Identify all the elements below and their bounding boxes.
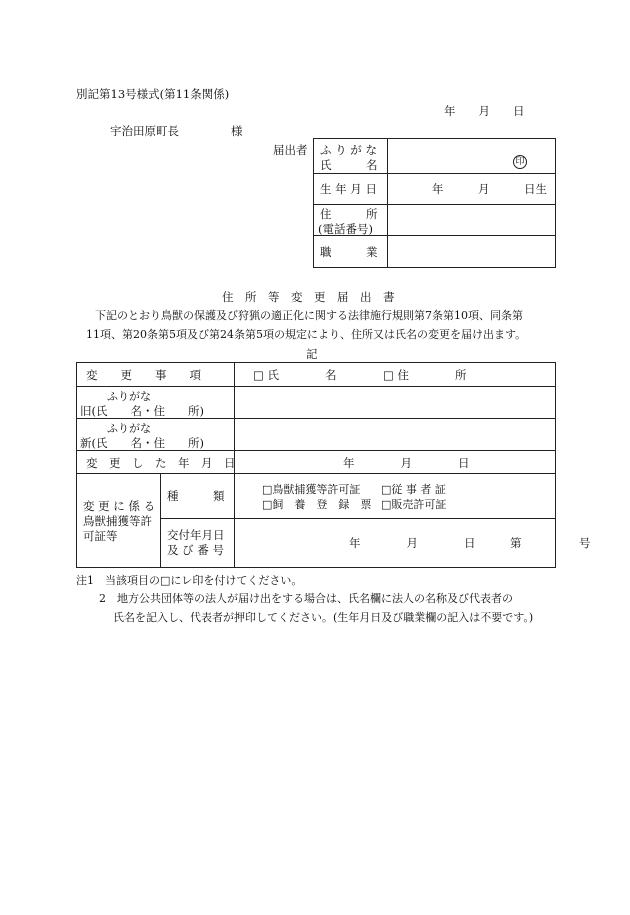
permit-label-2: 鳥獣捕獲等許	[83, 514, 152, 528]
birth-label: 生 年 月 日	[320, 182, 377, 196]
name-label: 氏 名	[320, 158, 378, 172]
birth-value: 年 月 日生	[432, 182, 547, 196]
body-line-1: 下記のとおり鳥獣の保護及び狩猟の適正化に関する法律施行規則第7条第10項、同条第	[95, 309, 523, 322]
issue-label-1: 交付年月日	[167, 528, 225, 542]
applicant-box	[313, 138, 556, 268]
form-number: 別記第13号様式(第11条関係)	[76, 87, 230, 101]
document-title: 住 所 等 変 更 届 出 書	[222, 290, 395, 304]
note-2-line-2: 氏名を記入し、代表者が押印してください。(生年月日及び職業欄の記入は不要です。)	[113, 611, 534, 624]
option-name-checkbox[interactable]: □ 氏 名	[253, 368, 337, 382]
applicant-label: 届出者	[273, 143, 308, 157]
old-label: 旧(氏 名・住 所)	[80, 404, 204, 418]
body-line-2: 11項、第20条第5項及び第24条第5項の規定により、住所又は氏名の変更を届け出ます。	[86, 328, 527, 341]
new-label: 新(氏 名・住 所)	[80, 436, 204, 450]
old-furigana-label: ふりがな	[107, 390, 151, 403]
kind-option-capture-permit[interactable]: □鳥獣捕獲等許可証	[262, 483, 361, 496]
occupation-label: 職 業	[320, 245, 378, 259]
change-date-value: 年 月 日	[343, 456, 470, 470]
addressee: 宇治田原町長	[110, 124, 179, 138]
change-table	[76, 362, 591, 568]
ki-mark: 記	[306, 347, 318, 361]
permit-label-1: 変 更 に 係 る	[83, 499, 156, 513]
issue-value: 年 月 日 第 号	[349, 536, 591, 550]
addressee-sama: 様	[231, 124, 243, 138]
note-1: 注1 当該項目の□にレ印を付けてください。	[76, 574, 303, 587]
change-item-label: 変 更 事 項	[86, 368, 201, 382]
phone-label: (電話番号)	[318, 222, 373, 236]
option-address-checkbox[interactable]: □ 住 所	[383, 368, 467, 382]
kind-option-worker-cert[interactable]: □従 事 者 証	[381, 483, 446, 496]
permit-label-3: 可証等	[83, 529, 118, 543]
issue-label-2: 及 び 番 号	[167, 543, 224, 557]
kind-option-keeping-reg[interactable]: □飼 養 登 録 票	[262, 498, 372, 511]
address-label: 住 所	[320, 207, 378, 221]
furigana-label: ふ り が な	[320, 143, 377, 157]
kind-option-sales-permit[interactable]: □販売許可証	[381, 498, 447, 511]
note-2-line-1: 2 地方公共団体等の法人が届け出をする場合は、氏名欄に法人の名称及び代表者の	[99, 592, 513, 605]
kind-label: 種 類	[167, 489, 225, 503]
seal-mark: 印	[513, 155, 527, 169]
new-furigana-label: ふりがな	[107, 422, 151, 435]
change-date-label: 変 更 し た 年 月 日	[86, 456, 236, 470]
date-line: 年 月 日	[444, 104, 525, 118]
